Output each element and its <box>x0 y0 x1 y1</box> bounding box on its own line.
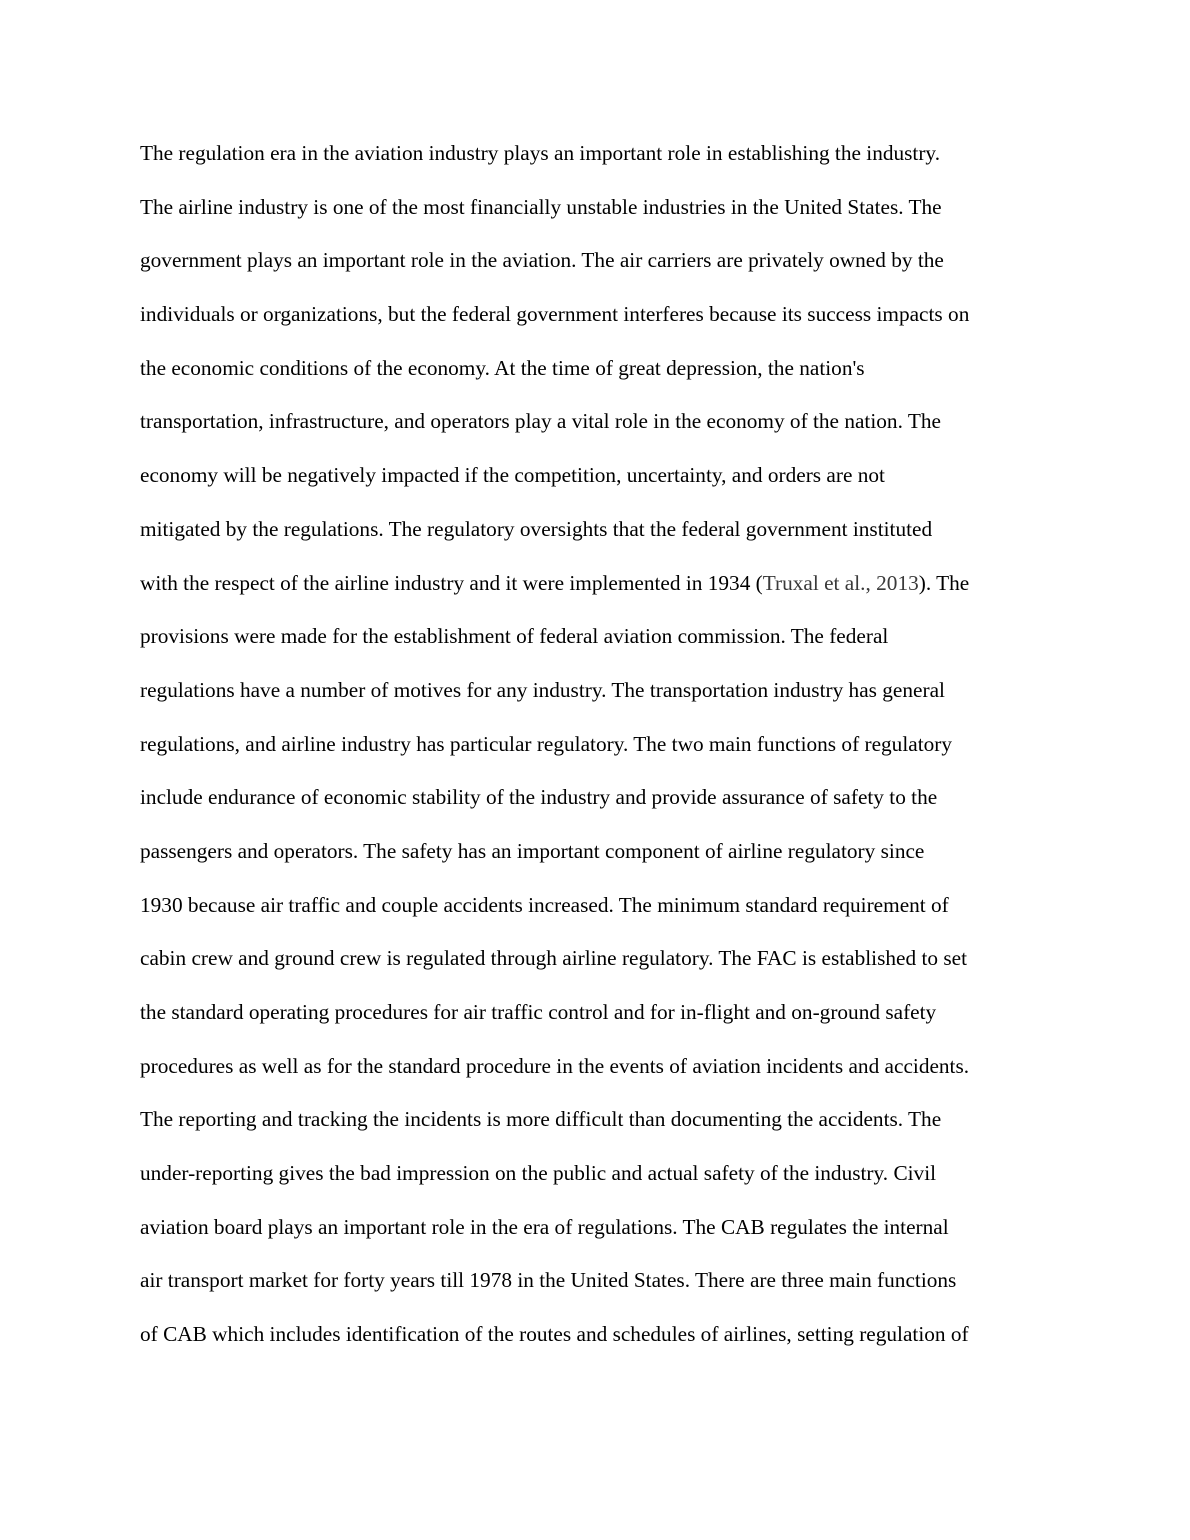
citation-text: Truxal et al., 2013 <box>762 570 919 595</box>
text-line: air transport market for forty years till 1978 in the United States. There are three main functions <box>140 1268 957 1293</box>
body-paragraph <box>140 127 1060 1362</box>
text-line: regulations have a number of motives for any industry. The transportation industry has general <box>140 677 945 702</box>
text-line: passengers and operators. The safety has an important component of airline regulatory since <box>140 838 925 863</box>
text-line: economy will be negatively impacted if the competition, uncertainty, and orders are not <box>140 463 885 488</box>
text-line: 1930 because air traffic and couple accidents increased. The minimum standard requirement of <box>140 892 949 917</box>
text-segment: ). The <box>918 570 970 595</box>
text-line: government plays an important role in the aviation. The air carriers are privately owned by the <box>140 248 944 273</box>
text-line: transportation, infrastructure, and operators play a vital role in the economy of the nation. The <box>140 409 941 434</box>
text-line: include endurance of economic stability of the industry and provide assurance of safety to the <box>140 785 938 810</box>
text-line: of CAB which includes identification of the routes and schedules of airlines, setting regulation of <box>140 1322 969 1347</box>
text-line: under-reporting gives the bad impression on the public and actual safety of the industry. Civil <box>140 1161 937 1186</box>
text-line: aviation board plays an important role in the era of regulations. The CAB regulates the internal <box>140 1214 949 1239</box>
text-line: regulations, and airline industry has particular regulatory. The two main functions of regulatory <box>140 731 953 756</box>
text-line: procedures as well as for the standard procedure in the events of aviation incidents and accidents. <box>140 1053 970 1078</box>
text-segment: with the respect of the airline industry and it were implemented in 1934 ( <box>140 570 763 595</box>
text-line: mitigated by the regulations. The regulatory oversights that the federal government instituted <box>140 516 933 541</box>
text-line: The airline industry is one of the most financially unstable industries in the United States. The <box>140 194 942 219</box>
text-line: individuals or organizations, but the federal government interferes because its success impacts on <box>140 302 970 327</box>
text-line: the economic conditions of the economy. At the time of great depression, the nation's <box>140 355 865 380</box>
text-line: the standard operating procedures for air traffic control and for in-flight and on-ground safety <box>140 1000 937 1024</box>
text-line: The regulation era in the aviation industry plays an important role in establishing the industry. <box>140 141 941 165</box>
text-line-with-citation <box>140 557 1060 611</box>
text-line: The reporting and tracking the incidents is more difficult than documenting the accidents. The <box>140 1107 942 1132</box>
text-line: provisions were made for the establishment of federal aviation commission. The federal <box>140 624 889 649</box>
text-line: cabin crew and ground crew is regulated through airline regulatory. The FAC is established to set <box>140 946 967 971</box>
